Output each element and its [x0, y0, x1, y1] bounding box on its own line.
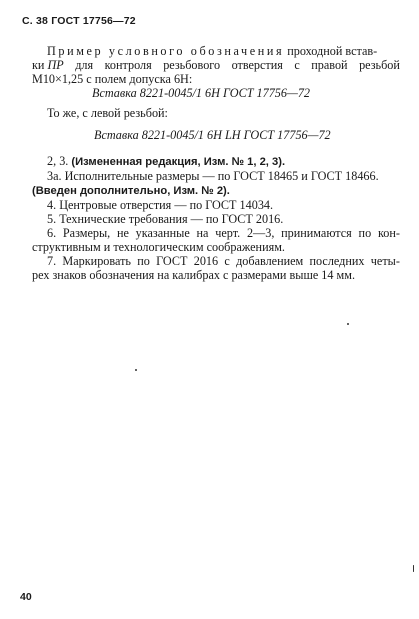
item-6-word: по [358, 226, 372, 240]
item-6-line-2: структивным и технологическим соображениям. [32, 240, 285, 254]
example-line-3: М10×1,25 с полем допуска 6Н: [32, 72, 193, 86]
item-6-word: Размеры, [62, 226, 111, 240]
item-6-word: 2—3, [246, 226, 275, 240]
example-pr-label: ПР [47, 58, 64, 72]
items-block [32, 154, 400, 282]
item-2-3 [32, 154, 400, 169]
left-thread-intro: То же, с левой резьбой: [47, 106, 168, 120]
example-word: резьбой [359, 58, 400, 72]
item-3a-note-line [32, 183, 400, 198]
example-line-2-head [32, 58, 64, 72]
item-6-line-1 [32, 226, 400, 240]
item-6-word: на [196, 226, 209, 240]
scan-speck [135, 369, 137, 371]
item-6-word: не [116, 226, 129, 240]
item-6-word: черт. [215, 226, 241, 240]
designation-right-thread: Вставка 8221-0045/1 6Н ГОСТ 17756—72 [92, 86, 311, 100]
item-3a-amendment-note: (Введен дополнительно, Изм. № 2). [32, 185, 230, 197]
example-word: с [294, 58, 300, 72]
item-6-word: кон- [377, 226, 400, 240]
item-7-line-2: рех знаков обозначения на калибрах с размерами выше 14 мм. [32, 268, 355, 282]
example-paragraph [32, 44, 400, 86]
example-lead: Пример условного обозначения [47, 44, 285, 58]
item-4: 4. Центровые отверстия — по ГОСТ 14034. [47, 198, 274, 212]
item-6-word: указанные [135, 226, 190, 240]
item-7-word: по [137, 254, 150, 268]
item-2-3-number: 2, 3. [47, 154, 69, 168]
example-word: контроля [104, 58, 152, 72]
item-3a: 3а. Исполнительные размеры — по ГОСТ 18465 и ГОСТ 18466. [47, 169, 379, 183]
example-line-2-prefix: ки [32, 58, 45, 72]
scan-speck [347, 323, 349, 325]
designation-left-thread: Вставка 8221-0045/1 6Н LH ГОСТ 17756—72 [94, 128, 331, 142]
example-line-1 [32, 44, 400, 58]
scan-speck [413, 565, 414, 572]
item-7-word: 2016 [193, 254, 219, 268]
example-word: для [75, 58, 94, 72]
page-header: С. 38 ГОСТ 17756—72 [22, 15, 136, 27]
page-number: 40 [20, 591, 32, 603]
item-7-word: Маркировать [62, 254, 131, 268]
item-7-line-1 [32, 254, 400, 268]
item-7-word: добавлением [236, 254, 304, 268]
example-word: отверстия [231, 58, 283, 72]
example-line-1-rest: проходной встав- [287, 44, 378, 58]
item-7-word: четы- [370, 254, 400, 268]
item-6-word: принимаются [281, 226, 352, 240]
item-7-word: ГОСТ [156, 254, 188, 268]
item-7-word: с [224, 254, 230, 268]
item-2-3-amendment-note: (Измененная редакция, Изм. № 1, 2, 3). [71, 156, 286, 168]
example-line-2 [32, 58, 400, 72]
item-5: 5. Технические требования — по ГОСТ 2016. [47, 212, 284, 226]
left-thread-intro-block [32, 106, 400, 120]
example-word: правой [311, 58, 348, 72]
item-6-word: 6. [47, 226, 57, 240]
example-word: резьбового [163, 58, 221, 72]
item-7-word: 7. [47, 254, 57, 268]
item-7-word: последних [309, 254, 365, 268]
